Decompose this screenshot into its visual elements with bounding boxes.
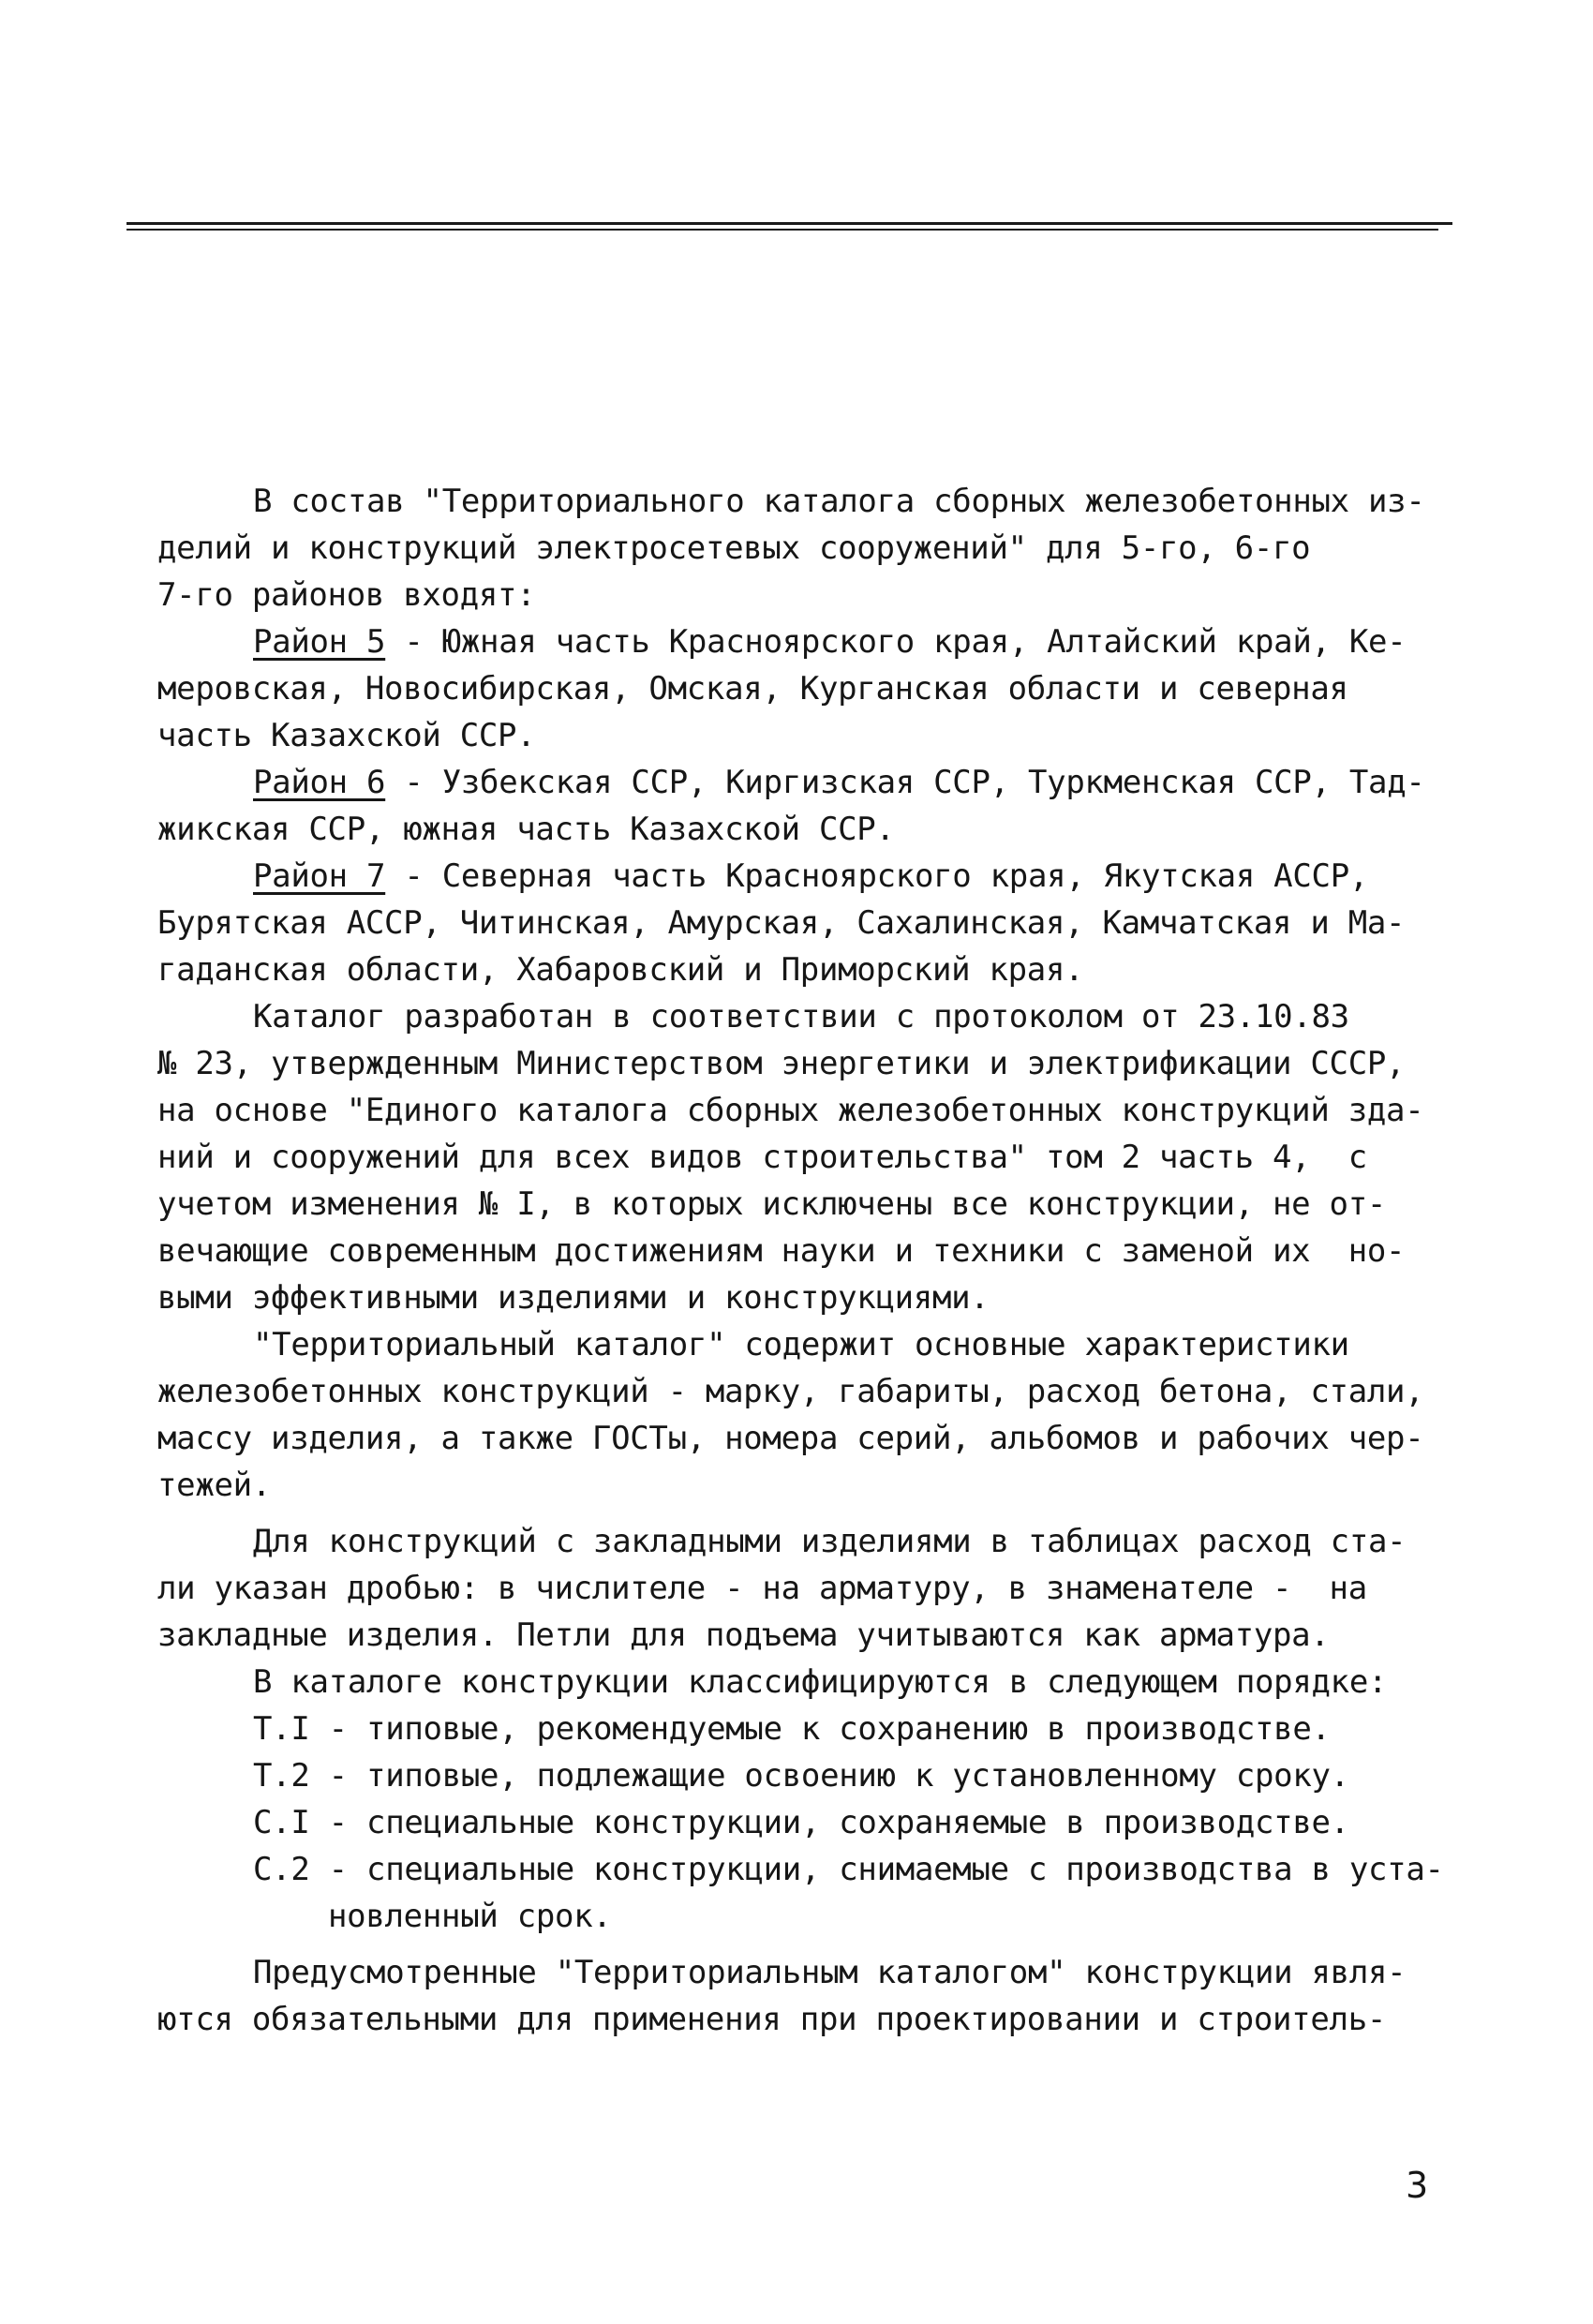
header-rule-bottom (127, 229, 1438, 231)
body-line: жикская ССР, южная часть Казахской ССР. (157, 811, 895, 848)
body-line: 7-го районов входят: (157, 576, 536, 614)
body-line: вечающие современным достижениям науки и техники с заменой их но- (157, 1232, 1406, 1270)
classification-item-continuation: новленный срок. (328, 1898, 612, 1935)
body-line: меровская, Новосибирская, Омская, Курганская области и северная (157, 670, 1348, 708)
body-line: выми эффективными изделиями и конструкциями. (157, 1279, 990, 1317)
body-line: - Северная часть Красноярского края, Якутская АССР, (385, 857, 1369, 895)
body-line: В состав "Территориального каталога сборных железобетонных из- (253, 483, 1425, 520)
district-7-label: Район 7 (253, 857, 386, 895)
body-line: часть Казахской ССР. (157, 717, 536, 754)
body-line: ли указан дробью: в числителе - на арматуру, в знаменателе - на (157, 1570, 1367, 1607)
body-line: на основе "Единого каталога сборных железобетонных конструкций зда- (157, 1092, 1424, 1129)
body-line: Каталог разработан в соответствии с протоколом от 23.10.83 (253, 998, 1349, 1035)
body-line: учетом изменения № I, в которых исключены все конструкции, не от- (157, 1185, 1387, 1223)
header-rule-top (127, 222, 1452, 225)
body-line: закладные изделия. Петли для подъема учитываются как арматура. (157, 1616, 1330, 1654)
body-line: - Узбекская ССР, Киргизская ССР, Туркменская ССР, Тад- (385, 764, 1425, 801)
body-line: Бурятская АССР, Читинская, Амурская, Сахалинская, Камчатская и Ма- (157, 904, 1406, 942)
body-line: Предусмотренные "Территориальным каталогом" конструкции явля- (253, 1954, 1407, 1991)
body-line: В каталоге конструкции классифицируются в следующем порядке: (253, 1663, 1388, 1701)
body-line: - Южная часть Красноярского края, Алтайский край, Ке- (385, 623, 1407, 661)
district-7-line (157, 853, 1469, 900)
district-6-line (157, 759, 1469, 806)
district-5-line (157, 618, 1469, 665)
body-line: № 23, утвержденным Министерством энергетики и электрификации СССР, (157, 1045, 1406, 1082)
body-line: тежей. (157, 1467, 272, 1504)
body-line: делий и конструкций электросетевых сооружений" для 5-го, 6-го (157, 529, 1311, 567)
body-line: ний и сооружений для всех видов строительства" том 2 часть 4, с (157, 1139, 1367, 1176)
body-line: "Территориальный каталог" содержит основные характеристики (253, 1326, 1349, 1363)
classification-item: Т.I - типовые, рекомендуемые к сохранению в производстве. (253, 1710, 1331, 1748)
district-6-label: Район 6 (253, 764, 386, 801)
classification-item: Т.2 - типовые, подлежащие освоению к установленному сроку. (253, 1757, 1349, 1795)
body-line: железобетонных конструкций - марку, габариты, расход бетона, стали, (157, 1373, 1424, 1410)
body-line: Для конструкций с закладными изделиями в таблицах расход ста- (253, 1523, 1407, 1560)
body-line: гаданская области, Хабаровский и Приморский края. (157, 951, 1084, 989)
body-line: ются обязательными для применения при проектировании и строитель- (157, 2001, 1387, 2038)
document-body (157, 478, 1469, 2043)
page-number: 3 (1406, 2165, 1429, 2206)
district-5-label: Район 5 (253, 623, 386, 661)
body-line: массу изделия, а также ГОСТы, номера серий, альбомов и рабочих чер- (157, 1420, 1424, 1457)
classification-item: С.2 - специальные конструкции, снимаемые с производства в уста- (253, 1851, 1444, 1888)
classification-item: С.I - специальные конструкции, сохраняемые в производстве. (253, 1804, 1349, 1841)
